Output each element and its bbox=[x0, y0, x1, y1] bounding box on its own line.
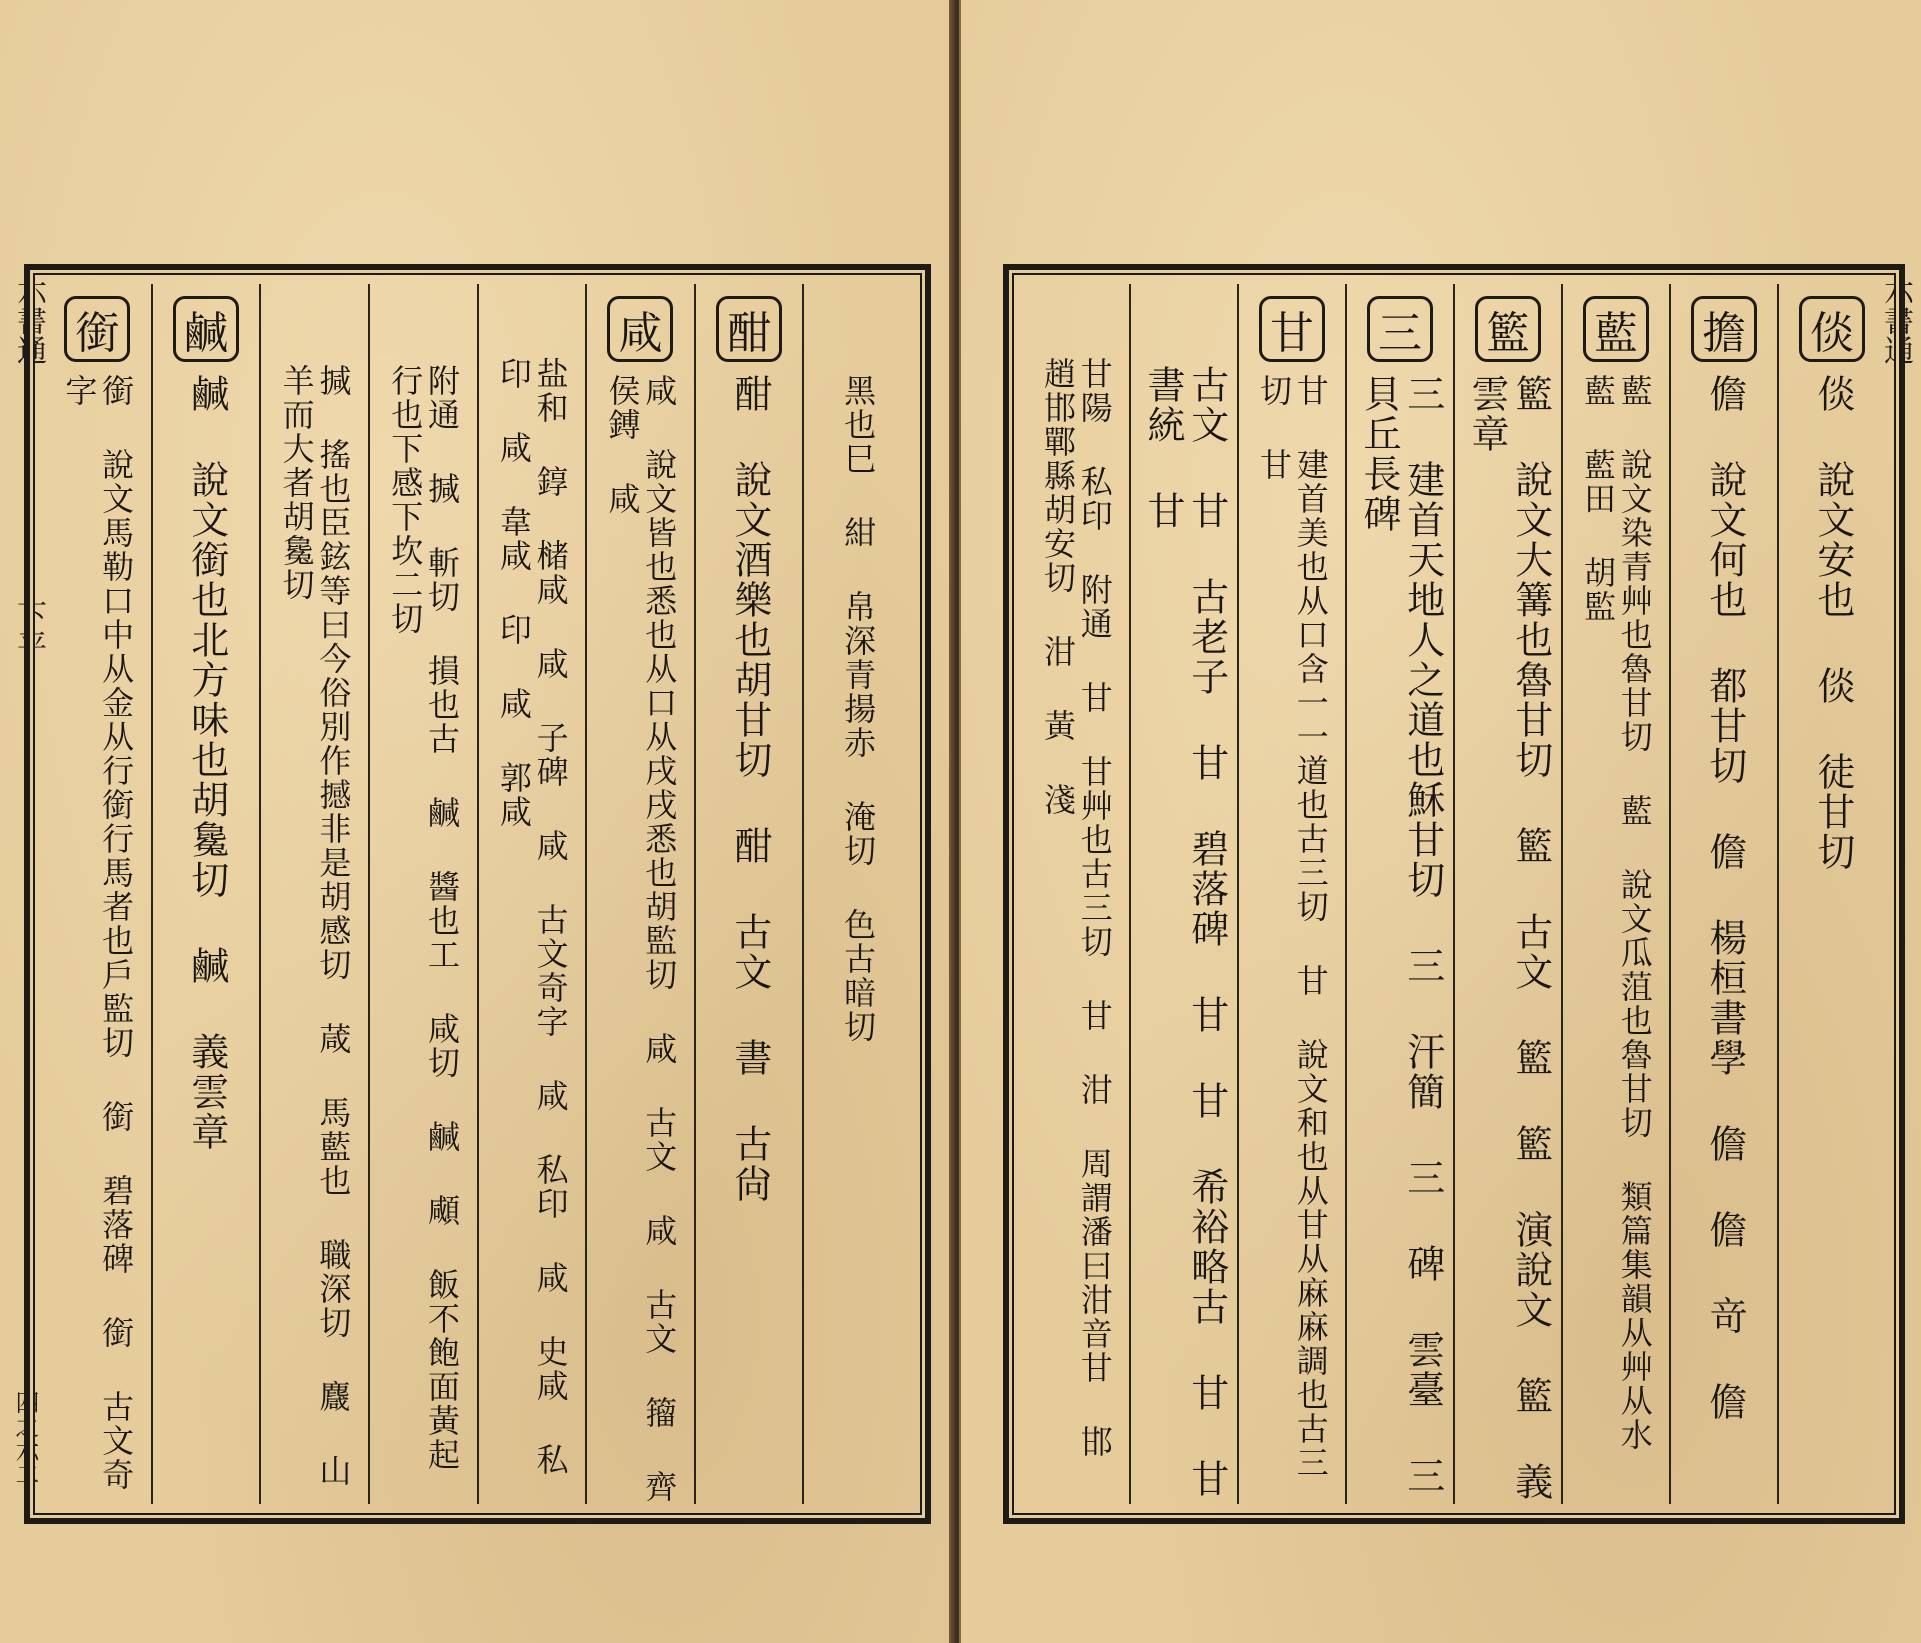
left-col-2-text: 酣 說文酒樂也胡甘切 酣 古文 書 古尙 bbox=[727, 374, 772, 1204]
left-edge-rhyme: 下平 bbox=[11, 600, 46, 660]
left-col-4 bbox=[477, 284, 586, 1504]
right-col-3-text: 藍 說文染青艸也魯甘切 藍 說文瓜菹也魯甘切 類篇集韻从艸从水 藍 藍田 胡監 bbox=[1579, 374, 1654, 1452]
right-col-5 bbox=[1345, 284, 1453, 1504]
left-col-1 bbox=[802, 284, 911, 1504]
left-col-5 bbox=[368, 284, 477, 1504]
right-col-6-head: 甘 bbox=[1259, 296, 1325, 362]
right-col-4-text: 籃 說文大篝也魯甘切 籃 古文 籃 籃 演說文 籃 義雲章 bbox=[1465, 374, 1553, 1502]
left-col-7 bbox=[151, 284, 260, 1504]
left-col-8 bbox=[44, 284, 151, 1504]
left-col-8-text: 銜 說文馬勒口中从金从行銜行馬者也戶監切 銜 碧落碑 銜 古文奇字 bbox=[60, 374, 136, 1492]
right-col-6-text: 甘 建首美也从口含一一道也古三切 甘 說文和也从甘从麻麻調也古三切 甘 bbox=[1255, 374, 1330, 1480]
right-col-8 bbox=[1023, 284, 1129, 1504]
right-col-4 bbox=[1453, 284, 1561, 1504]
right-col-4-head: 籃 bbox=[1475, 296, 1541, 362]
left-col-7-text: 鹹 說文銜也北方味也胡毚切 鹹 義雲章 bbox=[184, 374, 229, 1152]
left-columns bbox=[44, 284, 911, 1504]
left-col-6-text: 㨔 搖也臣鉉等曰今俗別作撼非是胡感切 葴 馬藍也 職深切 麙 山羊而大者胡毚切 bbox=[277, 364, 353, 1489]
right-frame bbox=[1003, 264, 1905, 1524]
right-col-5-text: 三 建首天地人之道也穌甘切 三 汗簡 三 碑 雲臺 三 貝丘長碑 bbox=[1357, 374, 1445, 1496]
left-col-3-head: 咸 bbox=[607, 296, 673, 362]
right-edge-title: 六書通 bbox=[1878, 275, 1913, 365]
right-col-3-head: 藍 bbox=[1583, 296, 1649, 362]
left-col-5-text: 附通 㨔 斬切 損也古 鹹 醬也工 咸切 鹹 顑 飯不飽面黃起行也下感下坎二切 bbox=[386, 363, 461, 1472]
right-col-1-head: 倓 bbox=[1799, 296, 1865, 362]
right-page bbox=[959, 0, 1921, 1643]
right-col-5-head: 三 bbox=[1367, 296, 1433, 362]
left-edge-title: 六書通 bbox=[11, 275, 46, 365]
left-col-2 bbox=[694, 284, 803, 1504]
left-col-1-text: 黑也巳 紺 帛深青揚赤 淹切 色古暗切 bbox=[839, 374, 878, 1044]
right-col-2-head: 擔 bbox=[1691, 296, 1757, 362]
left-col-4-text: 盐和 錞 槠咸 咸 子碑 咸 古文奇字 咸 私印 咸 史咸 私印 咸 韋咸 印 咸 郭咸 bbox=[494, 357, 570, 1478]
right-col-8-text: 甘陽 私印 附通 甘 甘艸也古三切 甘 泔 周謂潘曰泔音甘 邯 趙邯鄲縣胡安切 泔 黃 淺 bbox=[1039, 356, 1114, 1459]
left-col-3-text: 咸 說文皆也悉也从口从戌戌悉也胡監切 咸 古文 咸 古文 籀 齊侯鎛 咸 bbox=[603, 374, 679, 1504]
right-col-2 bbox=[1669, 284, 1777, 1504]
folio: 四之六二 bbox=[11, 1390, 39, 1486]
right-col-7-text: 古文 甘 古老子 甘 碧落碑 甘 甘 希裕略古 甘 甘 書統 甘 bbox=[1141, 364, 1229, 1499]
right-columns bbox=[1023, 284, 1885, 1504]
right-col-7 bbox=[1129, 284, 1237, 1504]
right-col-1 bbox=[1777, 284, 1885, 1504]
left-page bbox=[0, 0, 957, 1643]
right-col-6 bbox=[1237, 284, 1345, 1504]
right-col-3 bbox=[1561, 284, 1669, 1504]
left-col-6 bbox=[259, 284, 368, 1504]
left-frame bbox=[24, 264, 931, 1524]
left-col-2-head: 酣 bbox=[716, 296, 782, 362]
right-col-1-text: 倓 說文安也 倓 徒甘切 bbox=[1810, 374, 1855, 872]
left-col-7-head: 鹹 bbox=[173, 296, 239, 362]
right-col-2-text: 儋 說文何也 都甘切 儋 楊桓書學 儋 儋 竒 儋 bbox=[1702, 374, 1747, 1422]
left-col-3 bbox=[585, 284, 694, 1504]
left-col-8-head: 銜 bbox=[64, 296, 130, 362]
